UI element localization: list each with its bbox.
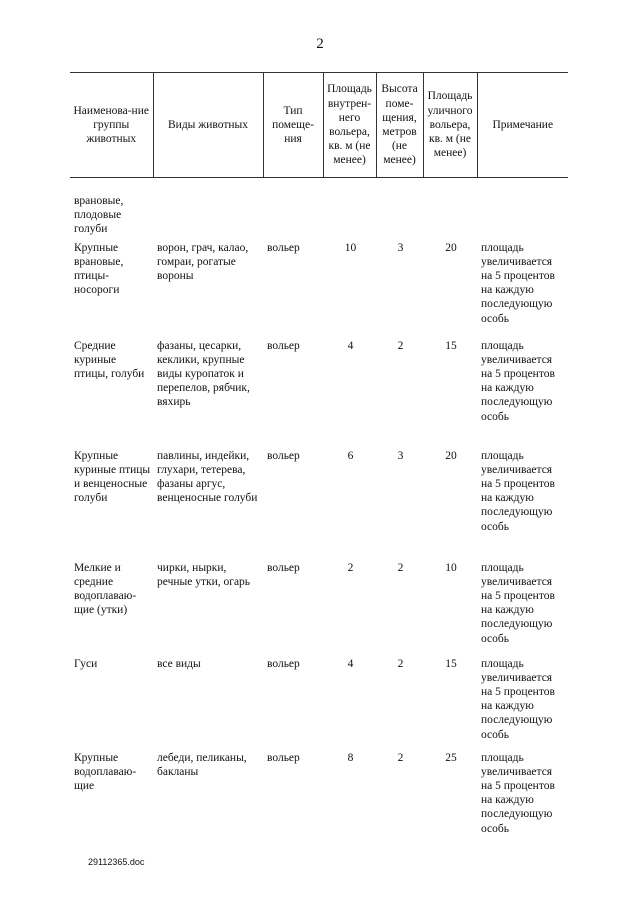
cell-note: площадь увеличивается на 5 процентов на каждую последующую особь — [481, 561, 555, 645]
cell-group: Средние куриные птицы, голуби — [74, 339, 145, 381]
cell-species: фазаны, цесарки, кеклики, крупные виды куропаток и перепелов, рябчик, вяхирь — [157, 339, 250, 409]
cell-species: ворон, грач, калао, гомраи, рогатые вороны — [157, 241, 249, 283]
animal-enclosure-table — [70, 72, 568, 839]
table-row — [70, 178, 568, 237]
cell-outer: 15 — [445, 657, 457, 670]
cell-group: Мелкие и средние водоплаваю-щие (утки) — [74, 561, 137, 617]
cell-note — [477, 178, 568, 237]
cell-note: площадь увеличивается на 5 процентов на каждую последующую особь — [481, 657, 555, 741]
table-body — [70, 178, 568, 839]
cell-type — [263, 178, 323, 237]
cell-note: площадь увеличивается на 5 процентов на каждую последующую особь — [481, 751, 555, 835]
header-note: Примечание — [477, 73, 568, 178]
cell-species: чирки, нырки, речные утки, огарь — [157, 561, 251, 588]
file-name: 29112365.doc — [88, 857, 145, 867]
cell-species: павлины, индейки, глухари, тетерева, фазаны аргус, венценосные голуби — [157, 449, 258, 505]
header-height: Высота поме-щения, метров (не менее) — [376, 73, 423, 178]
cell-height: 3 — [397, 449, 404, 462]
table-row — [70, 557, 568, 653]
cell-height: 2 — [397, 751, 404, 764]
table-row — [70, 335, 568, 445]
header-room-type: Тип помеще-ния — [263, 73, 323, 178]
header-outer-area: Площадь уличного вольера, кв. м (не менее) — [423, 73, 477, 178]
cell-inner — [323, 178, 376, 237]
cell-outer: 10 — [445, 561, 457, 574]
cell-type: вольер — [267, 339, 300, 352]
cell-species — [153, 178, 263, 237]
cell-species: лебеди, пеликаны, бакланы — [157, 751, 247, 778]
table-row — [70, 445, 568, 557]
cell-type: вольер — [267, 657, 300, 670]
cell-height — [376, 178, 423, 237]
cell-outer: 25 — [445, 751, 457, 764]
cell-height: 3 — [397, 241, 404, 254]
cell-group: Крупные врановые, птицы-носороги — [74, 241, 124, 297]
cell-note: площадь увеличивается на 5 процентов на каждую последующую особь — [481, 339, 555, 423]
cell-inner: 2 — [347, 561, 354, 574]
cell-inner: 8 — [347, 751, 354, 764]
cell-type: вольер — [267, 751, 300, 764]
cell-type: вольер — [267, 561, 300, 574]
header-group: Наименова-ние группы животных — [70, 73, 153, 178]
header-inner-area: Площадь внутрен-него вольера, кв. м (не менее) — [323, 73, 376, 178]
cell-note: площадь увеличивается на 5 процентов на каждую последующую особь — [481, 449, 555, 533]
table-header-row — [70, 73, 568, 178]
cell-height: 2 — [397, 339, 404, 352]
cell-type: вольер — [267, 241, 300, 254]
cell-group: Крупные куриные птицы и венценосные голуби — [74, 449, 151, 505]
cell-note: площадь увеличивается на 5 процентов на каждую последующую особь — [481, 241, 555, 325]
cell-outer — [423, 178, 477, 237]
cell-inner: 6 — [347, 449, 354, 462]
cell-outer: 20 — [445, 449, 457, 462]
cell-height: 2 — [397, 561, 404, 574]
cell-inner: 10 — [344, 241, 357, 254]
cell-species: все виды — [157, 657, 201, 670]
page-number: 2 — [316, 36, 324, 52]
cell-inner: 4 — [347, 339, 354, 352]
cell-height: 2 — [397, 657, 404, 670]
table-row — [70, 747, 568, 839]
table-row — [70, 653, 568, 747]
cell-group: Крупные водоплаваю-щие — [74, 751, 137, 793]
cell-group: врановые, плодовые голуби — [74, 195, 124, 236]
table-row — [70, 237, 568, 335]
cell-outer: 20 — [445, 241, 457, 254]
cell-group: Гуси — [74, 657, 98, 670]
cell-outer: 15 — [445, 339, 457, 352]
header-species: Виды животных — [153, 73, 263, 178]
cell-inner: 4 — [347, 657, 354, 670]
cell-type: вольер — [267, 449, 300, 462]
